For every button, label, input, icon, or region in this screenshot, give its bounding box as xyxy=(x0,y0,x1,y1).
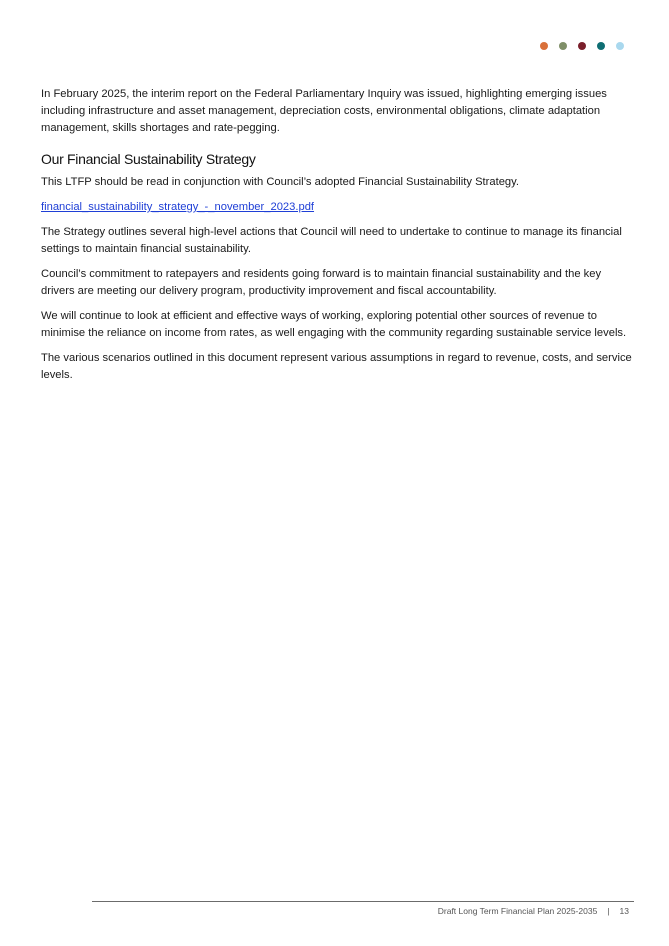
strategy-actions-paragraph: The Strategy outlines several high-level actions that Council will need to undertake to continue to manage its financial settings to maintain financial sustainability. xyxy=(41,226,622,255)
strategy-document-link[interactable]: financial_sustainability_strategy_-_november_2023.pdf xyxy=(41,201,315,213)
footer-document-title: Draft Long Term Financial Plan 2025-2035 xyxy=(437,906,598,916)
working-paragraph: We will continue to look at efficient and effective ways of working, exploring potential other sources of revenue to minimise the reliance on income from rates, as well engaging with the community regarding sustainable service levels. xyxy=(41,310,627,339)
commitment-paragraph: Council’s commitment to ratepayers and residents going forward is to maintain financial sustainability and the key drivers are meeting our delivery program, productivity improvement and fiscal accountability. xyxy=(41,268,602,297)
section-heading: Our Financial Sustainability Strategy xyxy=(41,151,256,167)
page-content xyxy=(41,86,633,392)
maroon-dot xyxy=(578,42,586,50)
teal-dot xyxy=(597,42,605,50)
intro-paragraph: In February 2025, the interim report on the Federal Parliamentary Inquiry was issued, highlighting emerging issues including infrastructure and asset management, depreciation costs, environmental obligations, climate adaptation management, skills shortages and rate-pegging. xyxy=(41,88,607,134)
footer-divider xyxy=(92,901,634,902)
header-dots xyxy=(540,42,624,50)
olive-dot xyxy=(559,42,567,50)
page-footer xyxy=(438,906,629,916)
strategy-link-paragraph xyxy=(41,199,633,216)
ltfp-paragraph: This LTFP should be read in conjunction with Council’s adopted Financial Sustainability Strategy. xyxy=(41,176,520,188)
orange-dot xyxy=(540,42,548,50)
light-blue-dot xyxy=(616,42,624,50)
footer-separator: | xyxy=(607,906,610,916)
footer-page-number: 13 xyxy=(619,906,629,916)
scenarios-paragraph: The various scenarios outlined in this document represent various assumptions in regard to revenue, costs, and service levels. xyxy=(41,352,632,381)
